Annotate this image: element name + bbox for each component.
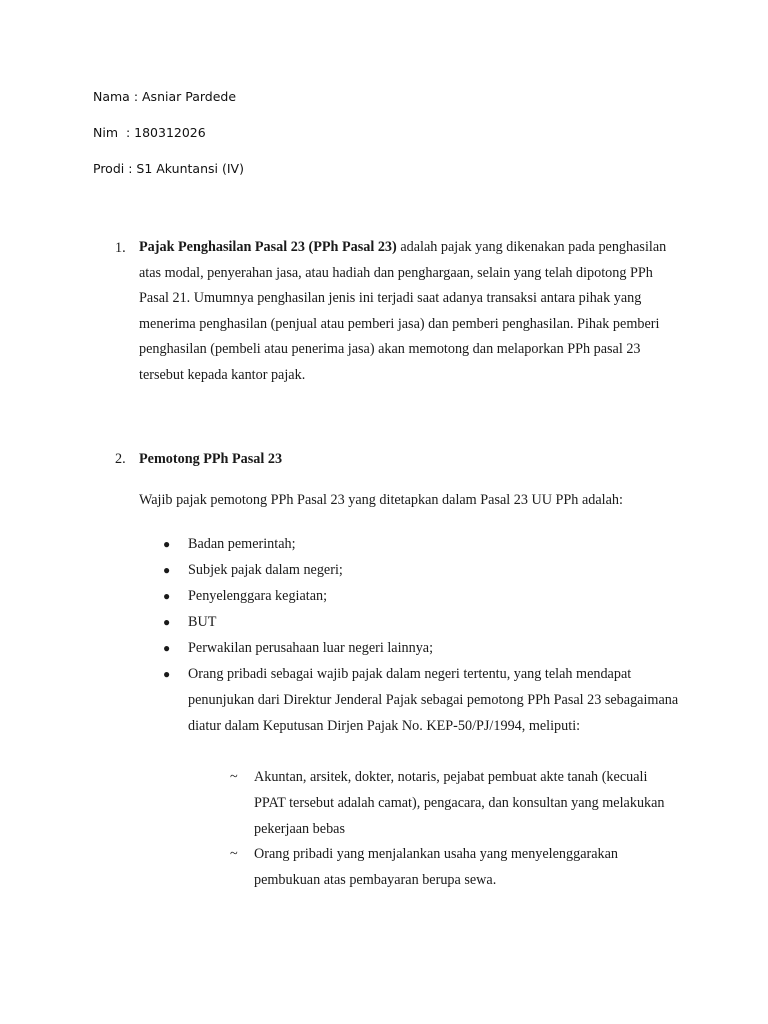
- list-item-text: Badan pemerintah;: [188, 536, 296, 552]
- section-1-number: 1.: [115, 240, 126, 256]
- withholder-list: [160, 531, 680, 739]
- list-item-text: Subjek pajak dalam negeri;: [188, 562, 343, 578]
- list-item: [160, 583, 680, 609]
- bullet-icon: ●: [163, 537, 171, 551]
- bullet-icon: ●: [163, 615, 171, 629]
- bullet-icon: ●: [163, 589, 171, 603]
- section-1-body: adalah pajak yang dikenakan pada penghasilan atas modal, penyerahan jasa, atau hadiah dan penghargaan, selain yang telah dipotong PPh Pasal 21. Umumnya penghasilan jenis ini terjadi saat adanya transaksi antara pihak yang menerima penghasilan (penjual atau pemberi jasa) dan pemberi penghasilan. Pihak pemberi penghasilan (pembeli atau penerima jasa) akan memotong dan melaporkan PPh pasal 23 tersebut kepada kantor pajak.: [139, 239, 667, 383]
- student-name: Nama : Asniar Pardede: [93, 89, 237, 104]
- sub-list-item: [230, 765, 680, 842]
- student-prodi: Prodi : S1 Akuntansi (IV): [93, 161, 244, 176]
- section-2-number: 2.: [115, 451, 126, 467]
- sub-list: [230, 765, 680, 894]
- list-item: [160, 609, 680, 635]
- tilde-bullet-icon: ~: [230, 769, 238, 785]
- bullet-icon: ●: [163, 641, 171, 655]
- tilde-bullet-icon: ~: [230, 846, 238, 863]
- sub-list-item-text: Orang pribadi yang menjalankan usaha yang menyelenggarakan pembukuan atas pembayaran berupa sewa.: [254, 846, 619, 889]
- list-item: [160, 661, 680, 739]
- section-2-intro: Wajib pajak pemotong PPh Pasal 23 yang ditetapkan dalam Pasal 23 UU PPh adalah:: [139, 492, 623, 508]
- sub-list-item-text: Akuntan, arsitek, dokter, notaris, pejabat pembuat akte tanah (kecuali PPAT tersebut adalah camat), pengacara, dan konsultan yang melakukan pekerjaan bebas: [254, 769, 665, 837]
- section-2-title: Pemotong PPh Pasal 23: [139, 451, 283, 467]
- list-item-text: Penyelenggara kegiatan;: [188, 588, 328, 604]
- student-nim: Nim : 180312026: [93, 125, 206, 140]
- sub-list-item: [230, 842, 680, 894]
- section-1-title: Pajak Penghasilan Pasal 23 (PPh Pasal 23): [139, 239, 397, 255]
- bullet-icon: ●: [163, 563, 171, 577]
- list-item: [160, 557, 680, 583]
- list-item: [160, 531, 680, 557]
- section-1-paragraph: [139, 235, 679, 389]
- list-item-text: BUT: [188, 614, 217, 630]
- list-item: [160, 635, 680, 661]
- list-item-text: Perwakilan perusahaan luar negeri lainnya;: [188, 640, 434, 656]
- bullet-icon: ●: [163, 667, 171, 681]
- list-item-text: Orang pribadi sebagai wajib pajak dalam negeri tertentu, yang telah mendapat penunjukan dari Direktur Jenderal Pajak sebagai pemotong PPh Pasal 23 sebagaimana diatur dalam Keputusan Dirjen Pajak No. KEP-50/PJ/1994, meliputi:: [188, 666, 679, 734]
